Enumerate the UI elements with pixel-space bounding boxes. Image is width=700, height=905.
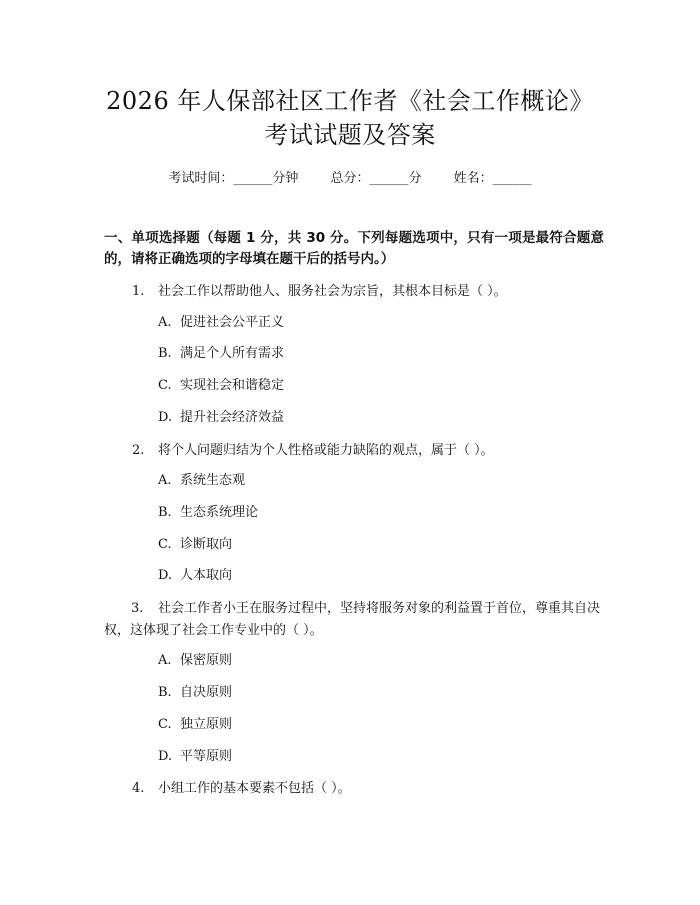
question-stem: 社会工作以帮助他人、服务社会为宗旨，其根本目标是（ ）。 (158, 284, 507, 299)
option-text: 提升社会经济效益 (180, 410, 285, 425)
option-text: 生态系统理论 (180, 505, 259, 520)
question-number: 3. (131, 601, 144, 616)
option-text: 诊断取向 (180, 537, 233, 552)
question-2 (132, 440, 494, 461)
question-number: 2. (132, 443, 145, 458)
option-letter: C. (158, 537, 172, 552)
question-2-option-d (158, 567, 232, 585)
option-letter: D. (158, 410, 173, 425)
question-3-option-a (158, 652, 232, 670)
question-3-option-c (158, 716, 232, 734)
question-2-option-b (158, 504, 258, 522)
question-1 (132, 281, 507, 302)
option-letter: C. (158, 717, 172, 732)
question-stem: 将个人问题归结为个人性格或能力缺陷的观点，属于（ ）。 (158, 443, 494, 458)
exam-time-field: 考试时间：______分钟 (168, 171, 299, 186)
option-text: 系统生态观 (180, 473, 246, 488)
question-2-option-c (158, 536, 232, 554)
question-3 (104, 598, 608, 642)
option-text: 人本取向 (180, 568, 233, 583)
option-letter: C. (158, 378, 172, 393)
option-letter: B. (158, 505, 172, 520)
question-3-option-b (158, 684, 232, 702)
option-text: 自决原则 (180, 685, 233, 700)
question-1-option-b (158, 345, 284, 363)
option-text: 平等原则 (180, 749, 233, 764)
question-stem: 社会工作者小王在服务过程中，坚持将服务对象的利益置于首位，尊重其自决权，这体现了社会工作专业中的（ ）。 (104, 601, 601, 638)
question-1-option-a (158, 314, 284, 332)
exam-info-row (0, 170, 700, 188)
question-number: 1. (132, 284, 145, 299)
option-letter: A. (158, 315, 172, 330)
option-letter: B. (158, 346, 172, 361)
question-3-option-d (158, 748, 232, 766)
question-1-option-d (158, 409, 284, 427)
document-title-line-2: 考试试题及答案 (264, 121, 436, 149)
option-letter: A. (158, 473, 172, 488)
name-field: 姓名：______ (453, 171, 532, 186)
option-letter: D. (158, 749, 173, 764)
question-4 (132, 778, 351, 799)
option-letter: B. (158, 685, 172, 700)
section-heading-single-choice: 一、单项选择题（每题 1 分，共 30 分。下列每题选项中，只有一项是最符合题意的，请将正确选项的字母填在题干后的括号内。） (104, 230, 604, 267)
document-title-line-1: 2026 年人保部社区工作者《社会工作概论》 (106, 87, 594, 115)
question-stem: 小组工作的基本要素不包括（ ）。 (158, 781, 351, 796)
option-letter: A. (158, 653, 172, 668)
question-1-option-c (158, 377, 284, 395)
option-text: 促进社会公平正义 (180, 315, 285, 330)
question-2-option-a (158, 472, 245, 490)
option-text: 实现社会和谐稳定 (180, 378, 285, 393)
option-text: 满足个人所有需求 (180, 346, 285, 361)
option-letter: D. (158, 568, 173, 583)
total-score-field: 总分：______分 (330, 171, 422, 186)
option-text: 独立原则 (180, 717, 233, 732)
question-number: 4. (132, 781, 145, 796)
option-text: 保密原则 (180, 653, 233, 668)
